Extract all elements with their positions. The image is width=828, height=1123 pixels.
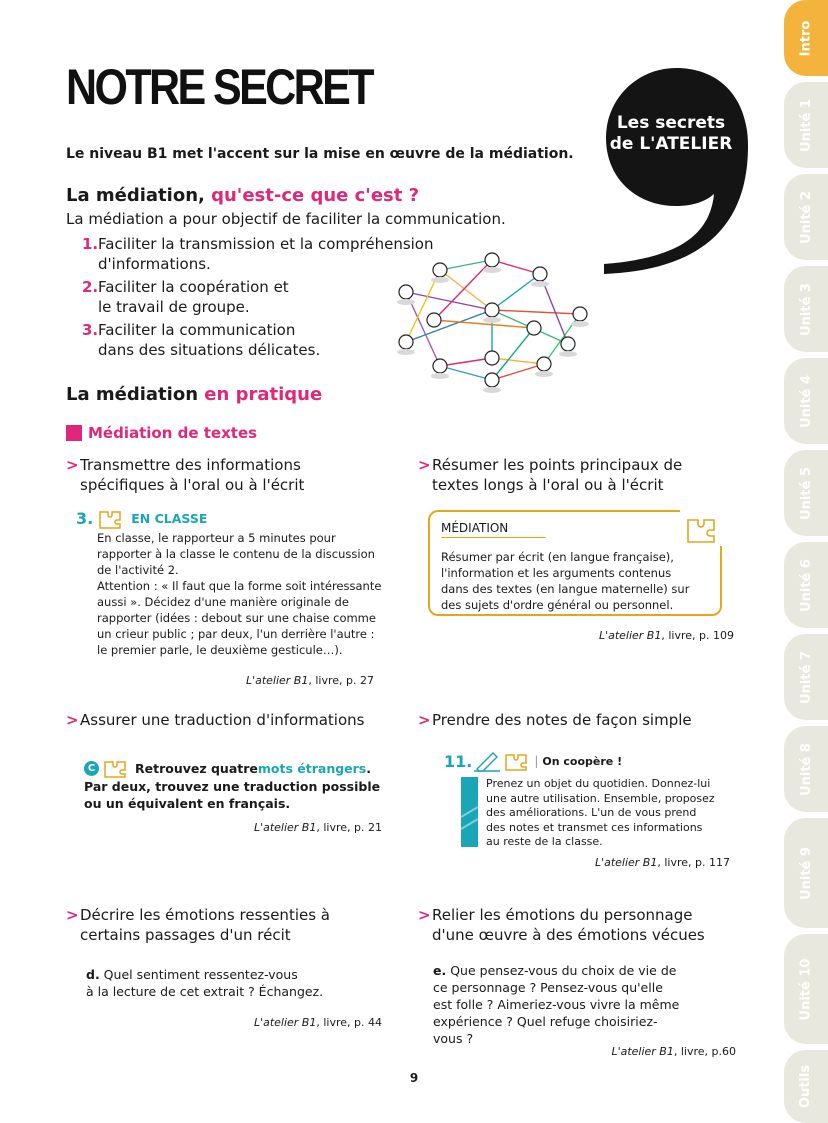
tab-unite-7[interactable]: Unité 7 <box>784 634 828 720</box>
exercise-c-reference: L'atelier B1, livre, p. 21 <box>253 821 382 834</box>
network-illustration <box>384 248 602 398</box>
section-square-icon <box>66 425 82 441</box>
section-heading: Médiation de textes <box>66 424 257 442</box>
objectives-list <box>82 234 434 363</box>
bubble-title: Les secrets de L'ATELIER <box>609 113 733 154</box>
page-number: 9 <box>409 1071 419 1085</box>
bullet-translate: > Assurer une traduction d'informations <box>66 711 365 729</box>
tab-unite-9[interactable]: Unité 9 <box>784 818 828 928</box>
tab-unite-10[interactable]: Unité 10 <box>784 934 828 1044</box>
puzzle-icon <box>102 758 132 778</box>
practice-heading: La médiation en pratique <box>66 384 323 405</box>
intro-text: Le niveau B1 met l'accent sur la mise en œuvre de la médiation. <box>66 146 574 162</box>
stripes-decoration <box>461 777 478 847</box>
bullet-emotions-recit: > Décrire les émotions ressenties à certains passages d'un récit <box>66 906 330 944</box>
bullet-transmit: > Transmettre des informations spécifiques à l'oral ou à l'écrit <box>66 456 305 494</box>
exercise-3-header: 3. EN CLASSE <box>76 508 208 528</box>
exercise-d: d. Quel sentiment ressentez-vous à la lecture de cet extrait ? Échangez. <box>86 967 324 999</box>
puzzle-icon <box>503 751 531 771</box>
tab-unite-1[interactable]: Unité 1 <box>784 82 828 168</box>
question-heading: La médiation, qu'est-ce que c'est ? <box>66 185 420 206</box>
tab-unite-6[interactable]: Unité 6 <box>784 542 828 628</box>
exercise-3-text: En classe, le rapporteur a 5 minutes pour rapporter à la classe le contenu de la discussion de l'activité 2. Attention : « Il faut que la forme soit intéressante aussi ». Décidez d'une manière originale de rapporter (idées : debout sur une chaise comme un crieur public ; par deux, l'un derrière l'autre : le premier parle, le deuxième gesticule…). <box>97 531 382 657</box>
mediation-label: MÉDIATION <box>441 521 509 535</box>
exercise-11-bar <box>461 777 478 847</box>
bullet-notes: > Prendre des notes de façon simple <box>418 711 692 729</box>
puzzle-hands-icon <box>680 510 726 546</box>
puzzle-icon <box>97 507 127 529</box>
tab-outils[interactable]: Outils <box>784 1050 828 1123</box>
exercise-e: e. Que pensez-vous du choix de vie de ce personnage ? Pensez-vous qu'elle est folle ? Aimeriez-vous vivre la même expérience ? Quel refuge choisiriez- vous ? <box>433 963 680 1046</box>
bullet-summarize: > Résumer les points principaux de textes longs à l'oral ou à l'écrit <box>418 456 683 494</box>
mediation-text: Résumer par écrit (en langue française), l'information et les arguments contenus dans des textes (en langue maternelle) sur des sujets d'ordre général ou personnel. <box>441 550 690 612</box>
question-body: La médiation a pour objectif de faciliter la communication. <box>66 210 506 228</box>
exercise-11-header: 11. | On coopère ! <box>444 750 622 772</box>
tab-unite-3[interactable]: Unité 3 <box>784 266 828 352</box>
page-title: NOTRE SECRET <box>66 59 372 115</box>
tab-unite-4[interactable]: Unité 4 <box>784 358 828 444</box>
exercise-11-text: Prenez un objet du quotidien. Donnez-lui une autre utilisation. Ensemble, proposez des améliorations. L'un de vous prend des notes et transmet ces informations au reste de la classe. <box>486 777 715 849</box>
list-item: 2. Faciliter la coopération et le travail de groupe. <box>82 278 289 316</box>
tab-unite-5[interactable]: Unité 5 <box>784 450 828 536</box>
list-item: 1. Faciliter la transmission et la compréhension d'informations. <box>82 235 434 273</box>
mediation-reference: L'atelier B1, livre, p. 109 <box>598 629 734 642</box>
tab-intro[interactable]: Intro <box>784 0 828 76</box>
exercise-c: C Retrouvez quatre mots étrangers . Par deux, trouvez une traduction possible ou un équivalent en français. <box>84 758 380 812</box>
exercise-e-reference: L'atelier B1, livre, p.60 <box>611 1045 736 1058</box>
tab-unite-2[interactable]: Unité 2 <box>784 174 828 260</box>
exercise-d-reference: L'atelier B1, livre, p. 44 <box>253 1016 382 1029</box>
badge-c: C <box>84 761 99 776</box>
exercise-3-reference: L'atelier B1, livre, p. 27 <box>245 674 374 687</box>
tab-unite-8[interactable]: Unité 8 <box>784 726 828 812</box>
list-item: 3. Faciliter la communication dans des situations délicates. <box>82 321 321 359</box>
comma-bubble-shape <box>602 66 750 276</box>
bullet-emotions-character: > Relier les émotions du personnage d'une œuvre à des émotions vécues <box>418 906 705 944</box>
pencil-icon <box>474 750 500 772</box>
mediation-underline <box>441 537 546 538</box>
exercise-11-reference: L'atelier B1, livre, p. 117 <box>594 856 730 869</box>
